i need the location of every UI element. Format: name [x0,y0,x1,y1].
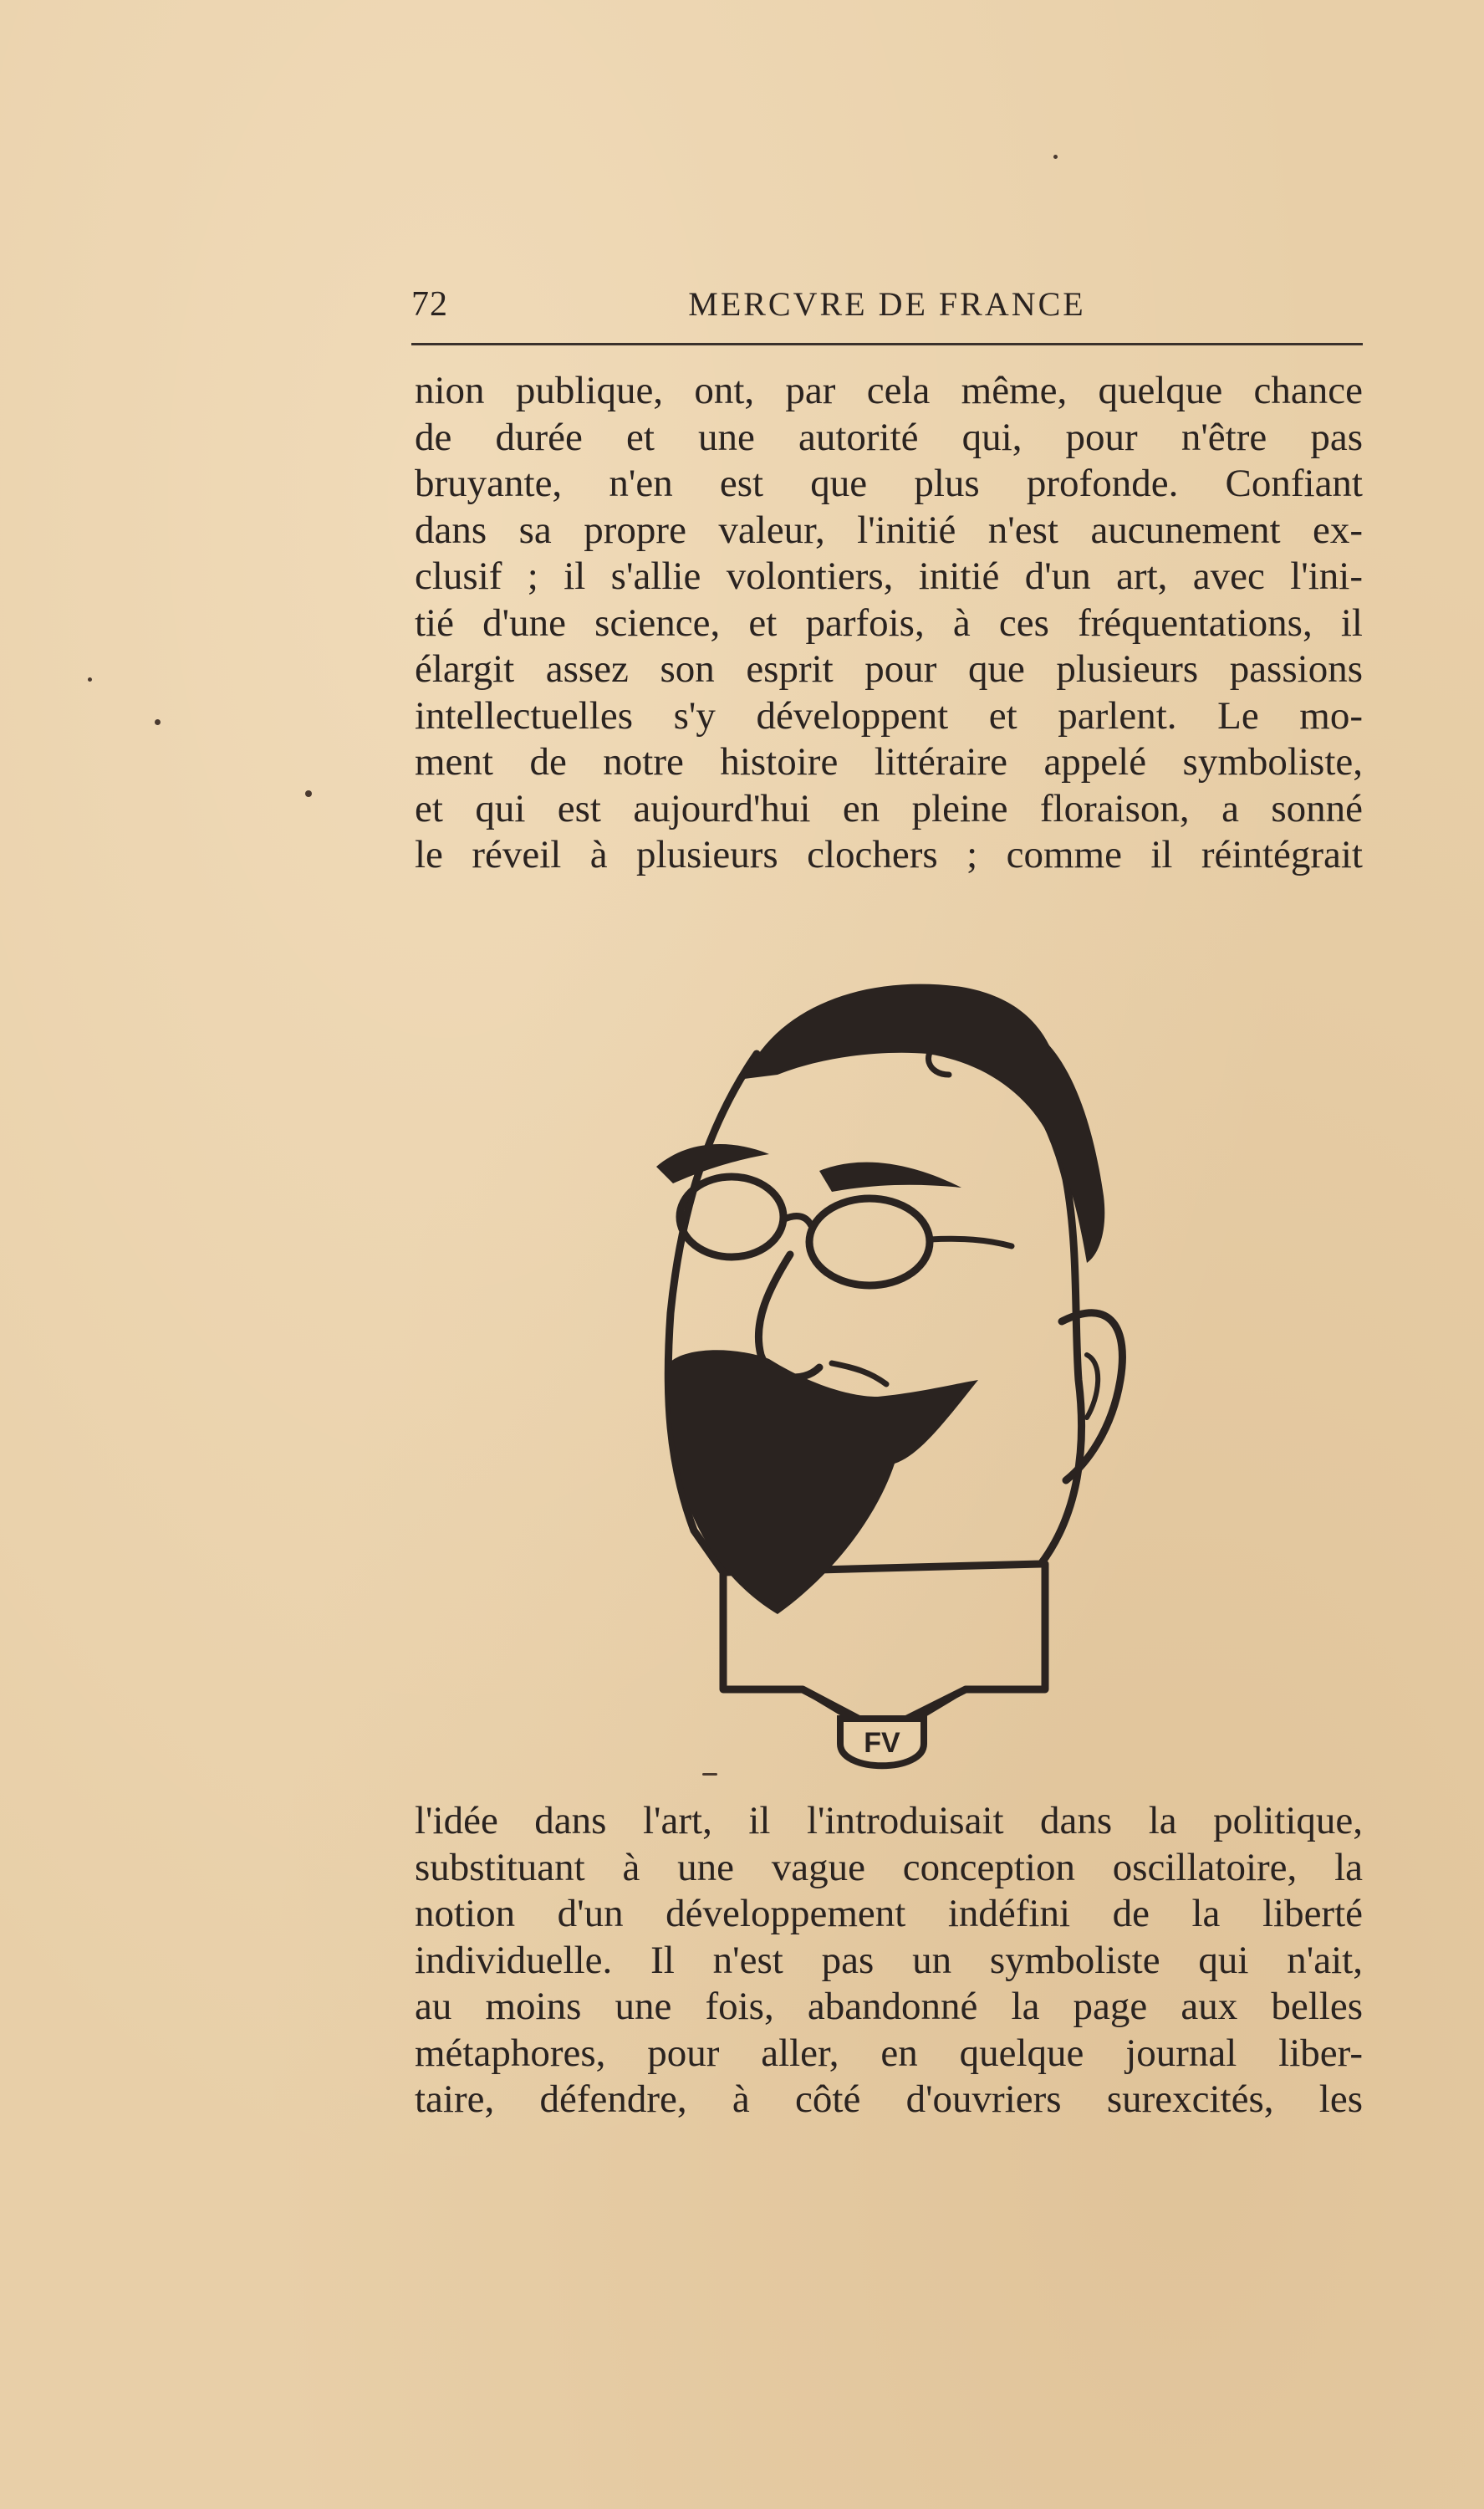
text-line: clusif ; il s'allie volontiers, initié d'un art, avec l'ini- [415,554,1363,598]
text-line: le réveil à plusieurs clochers ; comme il réintégrait [415,833,1363,876]
text-line: taire, défendre, à côté d'ouvriers surexcités, les [415,2077,1363,2121]
paper-speck [1053,155,1058,159]
text-line: élargit assez son esprit pour que plusieurs passions [415,647,1363,691]
eyebrow-right [819,1163,961,1192]
beard [669,1350,978,1614]
text-line: nion publique, ont, par cela même, quelque chance [415,369,1363,412]
text-line: métaphores, pour aller, en quelque journal liber- [415,2031,1363,2075]
glasses-left-lens [680,1177,783,1257]
text-line: de durée et une autorité qui, pour n'être pas [415,415,1363,459]
text-line: individuelle. Il n'est pas un symboliste qui n'ait, [415,1938,1363,1982]
page-number: 72 [411,285,448,324]
header-rule [411,343,1363,345]
text-line: substituant à une vague conception oscillatoire, la [415,1845,1363,1889]
text-line: bruyante, n'en est que plus profonde. Confiant [415,462,1363,505]
text-line: intellectuelles s'y développent et parlent. Le mo- [415,693,1363,738]
monogram-text: FV [864,1727,900,1759]
text-line: et qui est aujourd'hui en pleine floraison, a sonné [415,786,1363,830]
text-line: dans sa propre valeur, l'initié n'est aucunement ex- [415,508,1363,552]
paper-speck [702,1773,717,1776]
text-line: au moins une fois, abandonné la page aux belles [415,1985,1363,2028]
glasses-right-lens [809,1198,930,1285]
body-text-top [415,368,1363,879]
text-line: tié d'une science, et parfois, à ces fréquentations, il [415,600,1363,645]
text-line: notion d'un développement indéfini de la liberté [415,1892,1363,1935]
text-line: ment de notre histoire littéraire appelé symboliste, [415,740,1363,784]
paper-speck [155,719,161,725]
running-header [411,284,1363,335]
ear [1062,1313,1122,1480]
text-line: l'idée dans l'art, il l'introduisait dans la politique, [415,1799,1363,1842]
running-title: MERCVRE DE FRANCE [688,285,1086,323]
caricature-portrait [610,928,1196,1781]
paper-speck [305,790,312,797]
paper-speck [88,677,92,682]
body-text-bottom [415,1798,1363,2123]
